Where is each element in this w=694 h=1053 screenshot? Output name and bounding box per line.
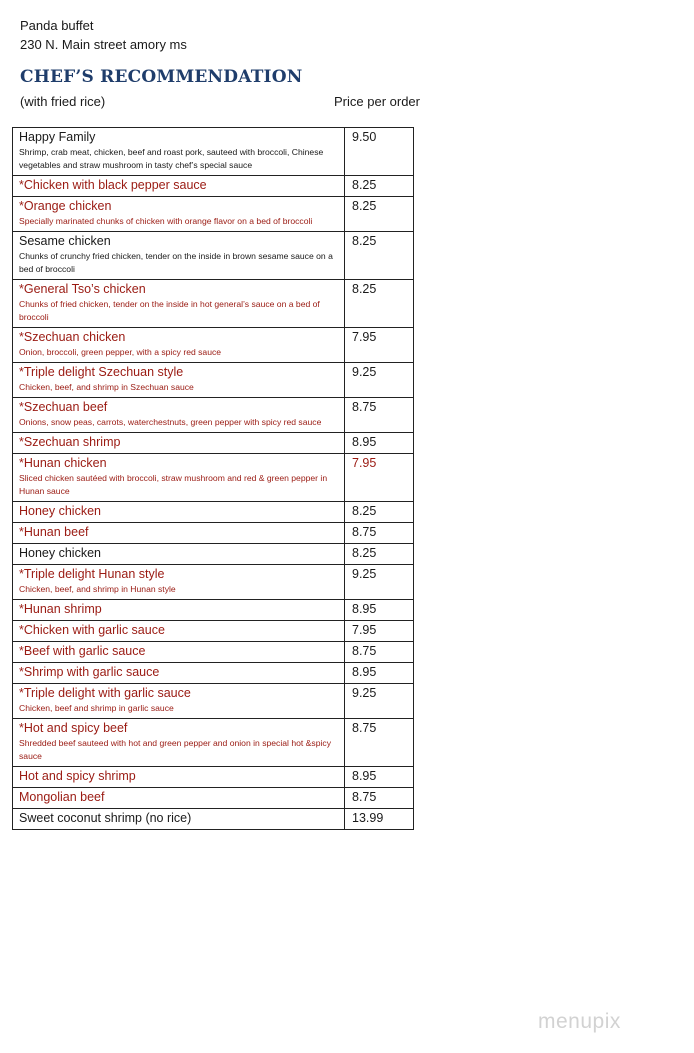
restaurant-address: 230 N. Main street amory ms [20,37,187,52]
menu-item-name: *Beef with garlic sauce [19,644,146,658]
menu-item-cell [13,523,345,544]
menu-item-description: Onion, broccoli, green pepper, with a spicy red sauce [19,347,222,357]
menu-item-cell [13,544,345,565]
menu-item-row [13,719,414,767]
menu-item-description: Chunks of fried chicken, tender on the inside in hot general’s sauce on a bed of broccoli [19,299,320,322]
menu-item-name: *Hunan chicken [19,456,107,470]
menu-item-row [13,398,414,433]
menu-item-row [13,565,414,600]
menu-item-row [13,454,414,502]
menu-item-name: Sesame chicken [19,234,111,248]
menu-item-price: 8.25 [345,544,414,565]
menu-item-description: Specially marinated chunks of chicken with orange flavor on a bed of broccoli [19,216,313,226]
section-subtitle: (with fried rice) [20,94,106,109]
menu-item-name: *Chicken with black pepper sauce [19,178,207,192]
menu-item-description: Chicken, beef, and shrimp in Hunan style [19,584,176,594]
menu-item-name: Hot and spicy shrimp [19,769,136,783]
menu-item-price: 9.25 [345,363,414,398]
menu-item-cell [13,565,345,600]
menu-item-price: 8.95 [345,663,414,684]
menu-item-cell [13,280,345,328]
menu-item-name: *General Tso’s chicken [19,282,146,296]
menu-item-price: 7.95 [345,621,414,642]
menu-item-row [13,767,414,788]
menu-item-cell [13,809,345,830]
menu-item-price: 8.95 [345,433,414,454]
menu-item-name: *Hot and spicy beef [19,721,128,735]
section-title: CHEF’S RECOMMENDATION [20,67,303,87]
menu-item-row [13,328,414,363]
menu-item-name: Mongolian beef [19,790,105,804]
menu-item-cell [13,502,345,523]
menu-item-name: *Triple delight Szechuan style [19,365,184,379]
menu-item-description: Chicken, beef, and shrimp in Szechuan sauce [19,382,194,392]
menu-item-name: Honey chicken [19,504,101,518]
menu-item-row [13,433,414,454]
menu-item-cell [13,621,345,642]
menu-item-price: 8.75 [345,642,414,663]
menu-item-price: 8.25 [345,502,414,523]
menu-item-cell [13,684,345,719]
menu-item-row [13,280,414,328]
menu-item-row [13,544,414,565]
menu-table [12,127,414,830]
menu-item-name: *Triple delight Hunan style [19,567,165,581]
menu-item-row [13,600,414,621]
menu-item-description: Chunks of crunchy fried chicken, tender on the inside in brown sesame sauce on a bed of broccoli [19,251,333,274]
menu-item-price: 8.95 [345,767,414,788]
menu-item-name: *Triple delight with garlic sauce [19,686,191,700]
menu-item-price: 8.25 [345,232,414,280]
menu-item-name: Happy Family [19,130,96,144]
menu-item-name: *Szechuan shrimp [19,435,121,449]
menu-item-cell [13,600,345,621]
menu-item-row [13,363,414,398]
menu-item-price: 9.25 [345,684,414,719]
menu-item-row [13,642,414,663]
menu-item-description: Shredded beef sauteed with hot and green pepper and onion in special hot &spicy sauce [19,738,331,761]
menu-item-row [13,232,414,280]
menu-item-row [13,788,414,809]
menu-item-cell [13,642,345,663]
menu-item-name: *Szechuan chicken [19,330,126,344]
menu-item-row [13,128,414,176]
menu-item-price: 7.95 [345,328,414,363]
menu-item-description: Chicken, beef and shrimp in garlic sauce [19,703,174,713]
menu-item-name: *Szechuan beef [19,400,108,414]
menu-item-cell [13,454,345,502]
menu-item-cell [13,363,345,398]
menu-item-row [13,197,414,232]
menu-item-row [13,663,414,684]
menu-item-row [13,809,414,830]
menu-item-cell [13,767,345,788]
menu-item-price: 8.25 [345,176,414,197]
menu-item-row [13,502,414,523]
menu-item-cell [13,328,345,363]
menu-item-cell [13,788,345,809]
menu-item-cell [13,433,345,454]
watermark-text: menupix [538,1010,621,1033]
menu-item-row [13,523,414,544]
menu-item-price: 9.25 [345,565,414,600]
menu-item-name: Honey chicken [19,546,101,560]
menu-item-name: Sweet coconut shrimp (no rice) [19,811,192,825]
menu-item-cell [13,663,345,684]
menu-item-price: 9.50 [345,128,414,176]
menu-item-row [13,176,414,197]
menu-item-name: *Hunan shrimp [19,602,102,616]
menu-item-price: 13.99 [345,809,414,830]
menu-item-price: 8.95 [345,600,414,621]
menu-item-cell [13,176,345,197]
menu-item-row [13,684,414,719]
menu-item-price: 8.75 [345,719,414,767]
menu-item-name: *Orange chicken [19,199,112,213]
menu-item-cell [13,232,345,280]
menu-item-price: 8.25 [345,197,414,232]
menu-item-cell [13,128,345,176]
menu-item-price: 8.75 [345,398,414,433]
menu-table-body [13,128,414,830]
price-column-header: Price per order [334,94,420,109]
menu-item-description: Sliced chicken sautéed with broccoli, straw mushroom and red & green pepper in Hunan sauce [19,473,328,496]
menu-item-price: 8.25 [345,280,414,328]
menu-item-cell [13,197,345,232]
restaurant-name: Panda buffet [20,18,94,33]
menu-item-cell [13,398,345,433]
menu-item-price: 7.95 [345,454,414,502]
menu-item-description: Onions, snow peas, carrots, waterchestnuts, green pepper with spicy red sauce [19,417,322,427]
menu-item-name: *Shrimp with garlic sauce [19,665,160,679]
menu-item-cell [13,719,345,767]
menu-item-price: 8.75 [345,523,414,544]
menu-item-description: Shrimp, crab meat, chicken, beef and roast pork, sauteed with broccoli, Chinese vegetables and straw mushroom in tasty chef’s special sauce [19,147,324,170]
menu-item-price: 8.75 [345,788,414,809]
menu-item-name: *Chicken with garlic sauce [19,623,165,637]
menu-item-name: *Hunan beef [19,525,89,539]
menu-item-row [13,621,414,642]
